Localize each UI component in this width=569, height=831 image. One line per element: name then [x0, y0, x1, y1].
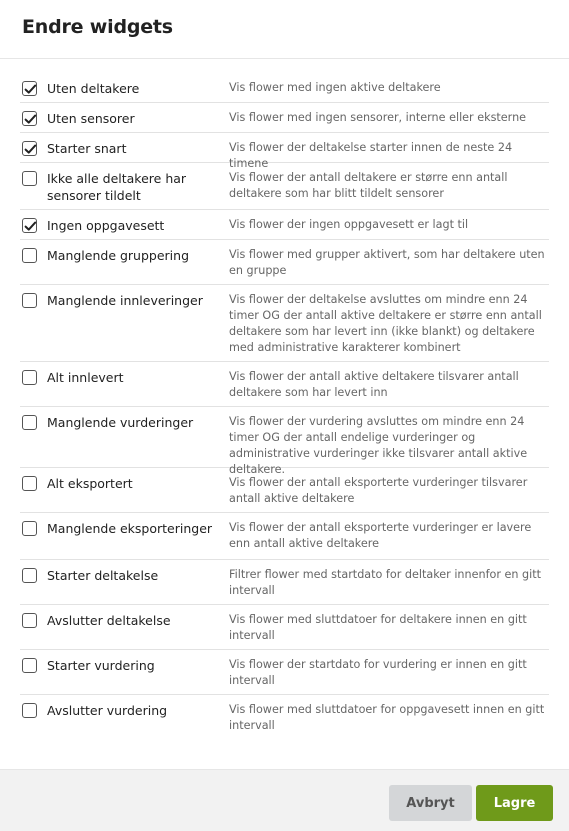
widget-row[interactable] — [20, 103, 549, 133]
widget-label: Starter deltakelse — [47, 568, 159, 583]
widget-label: Manglende vurderinger — [47, 415, 194, 430]
widget-description: Vis flower der antall deltakere er større enn antall deltakere som har blitt tildelt sensorer — [229, 171, 508, 200]
widget-description: Vis flower der deltakelse avsluttes om mindre enn 24 timer OG der antall aktive deltakere er større enn antall deltakere som har levert inn (ikke blankt) og deltakere med administrative karakterer kombinert — [229, 293, 542, 354]
widget-row[interactable] — [20, 650, 549, 695]
widget-label: Avslutter vurdering — [47, 703, 168, 718]
dialog-footer — [0, 769, 569, 831]
checkmark-icon — [23, 82, 38, 97]
dialog-header — [0, 0, 569, 59]
dialog-title: Endre widgets — [22, 16, 173, 38]
widget-row[interactable] — [20, 210, 549, 240]
widget-checkbox[interactable] — [22, 293, 37, 308]
widget-row[interactable] — [20, 133, 549, 170]
widget-label: Manglende innleveringer — [47, 293, 203, 308]
checkmark-icon — [23, 112, 38, 127]
widget-description: Vis flower med grupper aktivert, som har deltakere uten en gruppe — [229, 248, 545, 277]
widget-list — [20, 73, 549, 735]
widget-description: Vis flower med ingen sensorer, interne eller eksterne — [229, 111, 527, 124]
widget-label: Starter vurdering — [47, 658, 155, 673]
widget-description: Vis flower med sluttdatoer for deltakere innen en gitt intervall — [229, 613, 527, 642]
widget-checkbox[interactable] — [22, 370, 37, 385]
widget-row[interactable] — [20, 695, 549, 735]
widget-description: Filtrer flower med startdato for deltaker innenfor en gitt intervall — [229, 568, 542, 597]
widget-description: Vis flower der startdato for vurdering er innen en gitt intervall — [229, 658, 527, 687]
widget-checkbox[interactable] — [22, 476, 37, 491]
widget-row[interactable] — [20, 513, 549, 560]
widget-label: Uten sensorer — [47, 111, 135, 126]
widget-description: Vis flower der antall eksporterte vurderinger tilsvarer antall aktive deltakere — [229, 476, 528, 505]
widget-label: Avslutter deltakelse — [47, 613, 171, 628]
widget-checkbox[interactable] — [22, 111, 37, 126]
widget-description: Vis flower der deltakelse starter innen de neste 24 timene — [229, 141, 513, 170]
widget-description: Vis flower der vurdering avsluttes om mindre enn 24 timer OG der antall endelige vurderinger og administrative vurderinger ikke tilsvarer antall aktive deltakere. — [229, 415, 528, 476]
checkmark-icon — [23, 142, 38, 157]
widget-label: Manglende eksporteringer — [47, 521, 213, 536]
save-button[interactable]: Lagre — [476, 785, 553, 821]
widget-checkbox[interactable] — [22, 171, 37, 186]
widget-description: Vis flower med sluttdatoer for oppgavesett innen en gitt intervall — [229, 703, 545, 732]
widget-label: Starter snart — [47, 141, 127, 156]
widget-checkbox[interactable] — [22, 613, 37, 628]
widget-row[interactable] — [20, 560, 549, 605]
widget-label: Alt eksportert — [47, 476, 133, 491]
widget-checkbox[interactable] — [22, 521, 37, 536]
widget-checkbox[interactable] — [22, 248, 37, 263]
widget-row[interactable] — [20, 73, 549, 103]
widget-row[interactable] — [20, 285, 549, 362]
widget-description: Vis flower der antall eksporterte vurderinger er lavere enn antall aktive deltakere — [229, 521, 532, 550]
widget-checkbox[interactable] — [22, 658, 37, 673]
widget-description: Vis flower der ingen oppgavesett er lagt til — [229, 218, 469, 231]
widget-row[interactable] — [20, 407, 549, 476]
widget-description: Vis flower med ingen aktive deltakere — [229, 81, 441, 94]
widget-row[interactable] — [20, 362, 549, 407]
widget-checkbox[interactable] — [22, 703, 37, 718]
widget-checkbox[interactable] — [22, 81, 37, 96]
widget-description: Vis flower der antall aktive deltakere tilsvarer antall deltakere som har levert inn — [229, 370, 519, 399]
checkmark-icon — [23, 219, 38, 234]
widget-label: Alt innlevert — [47, 370, 124, 385]
cancel-button[interactable]: Avbryt — [389, 785, 472, 821]
widget-checkbox[interactable] — [22, 141, 37, 156]
widget-checkbox[interactable] — [22, 568, 37, 583]
widget-label: Uten deltakere — [47, 81, 140, 96]
widget-checkbox[interactable] — [22, 415, 37, 430]
widget-row[interactable] — [20, 240, 549, 285]
widget-row[interactable] — [20, 163, 549, 210]
widget-row[interactable] — [20, 468, 549, 513]
widget-checkbox[interactable] — [22, 218, 37, 233]
widget-row[interactable] — [20, 605, 549, 650]
widget-label: Ikke alle deltakere har sensorer tildelt — [47, 171, 187, 203]
widget-label: Ingen oppgavesett — [47, 218, 165, 233]
widget-label: Manglende gruppering — [47, 248, 190, 263]
